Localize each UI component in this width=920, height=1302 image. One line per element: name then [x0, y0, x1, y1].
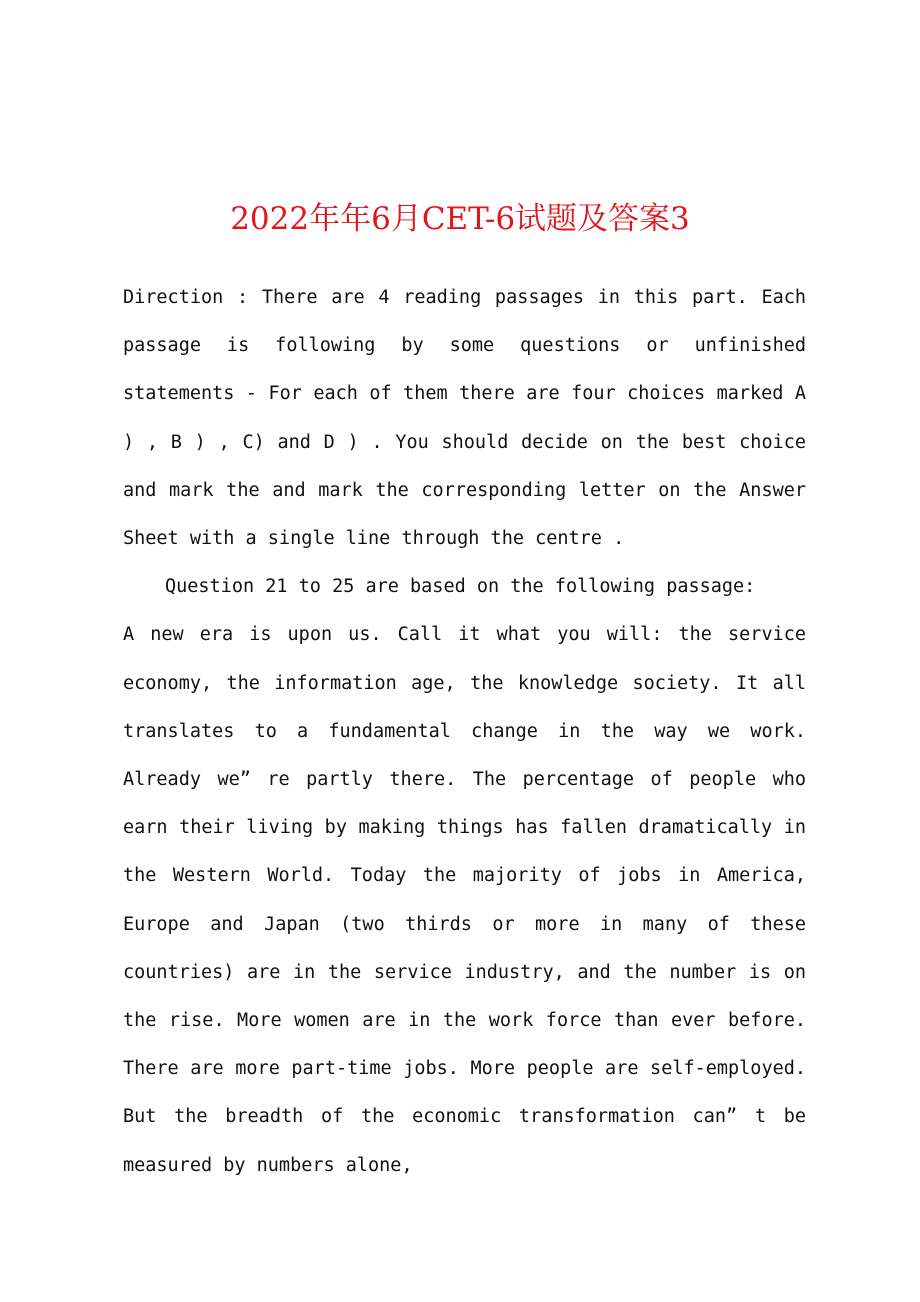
question-intro: Question 21 to 25 are based on the following passage:: [165, 576, 756, 598]
document-body: [123, 274, 806, 1190]
directions-paragraph: Direction : There are 4 reading passages in this part. Each passage is following by some questions or unfinished statements - For each of them there are four choices marked A ) , B ) , C) and D ) . You should decide on the best choice and mark the and mark the corresponding letter on the Answer Sheet with a single line through the centre .: [123, 287, 806, 550]
passage-paragraph: A new era is upon us. Call it what you will: the service economy, the information age, the knowledge society. It all translates to a fundamental change in the way we work. Already we” re partly there. The percentage of people who earn their living by making things has fallen dramatically in the Western World. Today the majority of jobs in America, Europe and Japan (two thirds or more in many of these countries) are in the service industry, and the number is on the rise. More women are in the work force than ever before. There are more part-time jobs. More people are self-employed. But the breadth of the economic transformation can” t be measured by numbers alone,: [123, 624, 806, 1176]
document-title: 2022年年6月CET-6试题及答案3: [230, 201, 690, 237]
